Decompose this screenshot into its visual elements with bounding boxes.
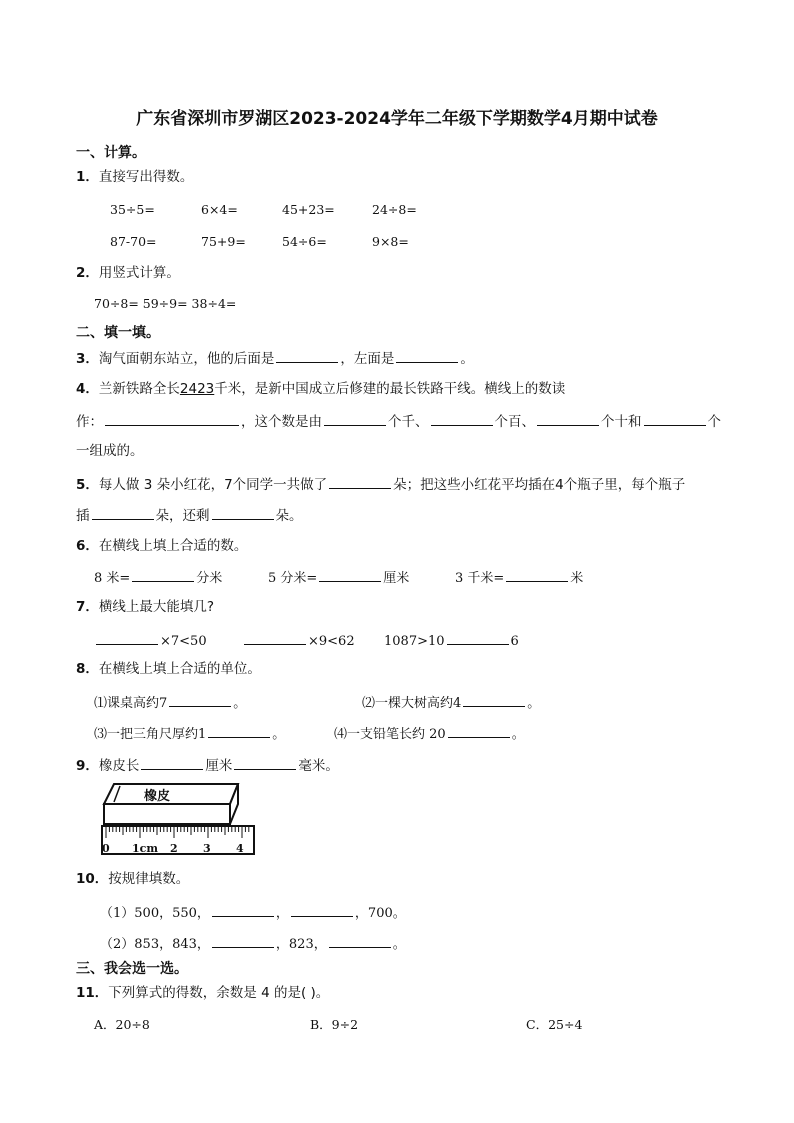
question-text: ⑵一棵大树高约4 [362,696,462,711]
question-6 [76,537,247,555]
question-text: 。 [233,696,247,711]
question-text: ⑴课桌高约7 [94,696,168,711]
calc-item: 24÷8= [372,202,417,217]
vertical-calc-items: 70÷8= 59÷9= 38÷4= [94,296,237,311]
question-text: 橡皮长 [98,758,140,774]
calc-item: 87-70= [110,234,157,249]
q8-part-1 [94,692,246,711]
question-text: 毫米。 [298,758,339,774]
choice-option-a[interactable]: A．20÷8 [94,1017,150,1032]
question-text: 。 [272,727,286,742]
q7-part-1 [94,630,207,649]
question-9 [76,755,339,775]
question-number: 9． [76,758,99,774]
question-text: 下列算式的得数，余数是 4 的是( )。 [108,985,330,1001]
question-text: 兰新铁路全长 [98,381,180,397]
question-text: 一组成的。 [76,443,144,459]
eraser-ruler-illustration [100,778,260,858]
question-text: 。 [460,351,474,367]
question-text: 按规律填数。 [108,871,190,887]
answer-blank[interactable] [212,902,274,917]
question-3 [76,348,474,368]
question-text: 朵。 [275,508,303,524]
question-text: ×9<62 [308,634,355,649]
answer-blank[interactable] [276,348,338,363]
calc-item: 54÷6= [282,234,327,249]
question-text: 直接写出得数。 [98,169,194,185]
question-8 [76,660,261,678]
answer-blank[interactable] [244,630,306,645]
question-text: 淘气面朝东站立，他的后面是 [98,351,275,367]
question-11 [76,984,329,1002]
answer-blank[interactable] [447,630,509,645]
question-text: 在横线上填上合适的单位。 [98,661,261,677]
calc-item: 75+9= [201,234,246,249]
answer-blank[interactable] [319,567,381,582]
eraser-ruler-figure [100,778,260,858]
question-2 [76,264,180,282]
calc-item: 35÷5= [110,202,155,217]
question-number: 8． [76,661,99,677]
eraser-top [104,784,238,804]
question-text: 分米 [196,571,223,586]
choice-option-c[interactable]: C．25÷4 [526,1017,583,1032]
question-text: 个十和 [601,414,642,430]
question-text: 厘米 [383,571,410,586]
question-number: 1． [76,169,99,185]
q7-part-3 [384,630,519,649]
answer-blank[interactable] [132,567,194,582]
question-text: 1087>10 [384,634,445,649]
section-heading-choice: 三、我会选一选。 [76,961,188,977]
q6-part-3 [455,567,583,586]
ruler-label: 3 [203,842,211,855]
ruler-label: 4 [236,842,244,855]
answer-blank[interactable] [208,723,270,738]
question-text: 8 米= [94,571,131,586]
question-7 [76,598,214,616]
answer-blank[interactable] [537,411,599,426]
q6-part-1 [94,567,222,586]
question-number: 7． [76,599,99,615]
question-4-line-3 [76,442,144,460]
question-number: 6． [76,538,99,554]
q8-part-4 [334,723,525,742]
question-text: 插 [76,508,90,524]
answer-blank[interactable] [212,505,274,520]
question-text: 个千、 [388,414,429,430]
question-1 [76,168,193,186]
eraser-label: 橡皮 [144,789,171,804]
answer-blank[interactable] [234,755,296,770]
question-text: 米 [570,571,584,586]
answer-blank[interactable] [329,933,391,948]
answer-blank[interactable] [96,630,158,645]
q7-part-2 [242,630,355,649]
question-number: 2． [76,265,99,281]
question-text: 3 千米= [455,571,505,586]
question-10 [76,870,189,888]
question-text: 6 [510,634,519,649]
answer-blank[interactable] [463,692,525,707]
question-text: 横线上最大能填几? [98,599,215,615]
question-4-line-2 [76,411,721,431]
calc-item: 45+23= [282,202,335,217]
question-text: 厘米 [205,758,233,774]
answer-blank[interactable] [92,505,154,520]
question-5-line-2 [76,505,303,525]
question-number: 5． [76,477,99,493]
answer-blank[interactable] [329,474,391,489]
question-text: 。 [527,696,541,711]
answer-blank[interactable] [105,411,239,426]
question-text: ，700。 [354,906,406,921]
ruler-body [102,826,254,854]
ruler-label: 1cm [132,842,158,855]
question-text: 。 [511,727,525,742]
answer-blank[interactable] [448,723,510,738]
calc-item: 9×8= [372,234,409,249]
question-text: ，823， [275,937,327,952]
question-text: 朵，还剩 [155,508,210,524]
question-text: 5 分米= [268,571,318,586]
answer-blank[interactable] [324,411,386,426]
answer-blank[interactable] [141,755,203,770]
section-heading-calc: 一、计算。 [76,145,146,161]
answer-blank[interactable] [431,411,493,426]
underlined-number: 2423 [179,381,215,397]
question-5 [76,474,685,494]
answer-blank[interactable] [212,933,274,948]
q6-part-2 [268,567,409,586]
question-text: ×7<50 [160,634,207,649]
question-number: 10． [76,871,109,887]
question-text: 个 [707,414,721,430]
question-text: （2）853，843， [100,937,210,952]
eraser-front [104,804,230,824]
answer-blank[interactable] [644,411,706,426]
q8-part-3 [94,723,285,742]
choice-option-b[interactable]: B．9÷2 [310,1017,359,1032]
question-text: 每人做 3 朵小红花，7个同学一共做了 [98,477,328,493]
question-number: 11． [76,985,109,1001]
question-text: 用竖式计算。 [98,265,180,281]
question-number: 3． [76,351,99,367]
question-text: 作： [76,414,103,430]
ruler-label: 0 [102,842,110,855]
ruler-label: 2 [170,842,178,855]
question-number: 4． [76,381,99,397]
question-text: ⑷一支铅笔长约 20 [334,727,446,742]
q10-row-2 [100,933,406,952]
question-text: 朵；把这些小红花平均插在4个瓶子里，每个瓶子 [393,477,686,493]
question-text: 千米，是新中国成立后修建的最长铁路干线。横线上的数读 [214,381,566,397]
page-title: 广东省深圳市罗湖区2023-2024学年二年级下学期数学4月期中试卷 [136,109,658,129]
question-4 [76,380,565,398]
question-text: ，这个数是由 [241,414,322,430]
section-heading-fill: 二、填一填。 [76,325,160,341]
answer-blank[interactable] [506,567,568,582]
q8-part-2 [362,692,540,711]
question-text: 个百、 [494,414,535,430]
calc-item: 6×4= [201,202,238,217]
question-text: ，左面是 [340,351,395,367]
question-text: ⑶一把三角尺厚约1 [94,727,207,742]
answer-blank[interactable] [396,348,458,363]
question-text: （1）500，550， [100,906,210,921]
answer-blank[interactable] [291,902,353,917]
question-text: ， [275,906,289,921]
answer-blank[interactable] [169,692,231,707]
q10-row-1 [100,902,406,921]
question-text: 。 [392,937,406,952]
question-text: 在横线上填上合适的数。 [98,538,248,554]
